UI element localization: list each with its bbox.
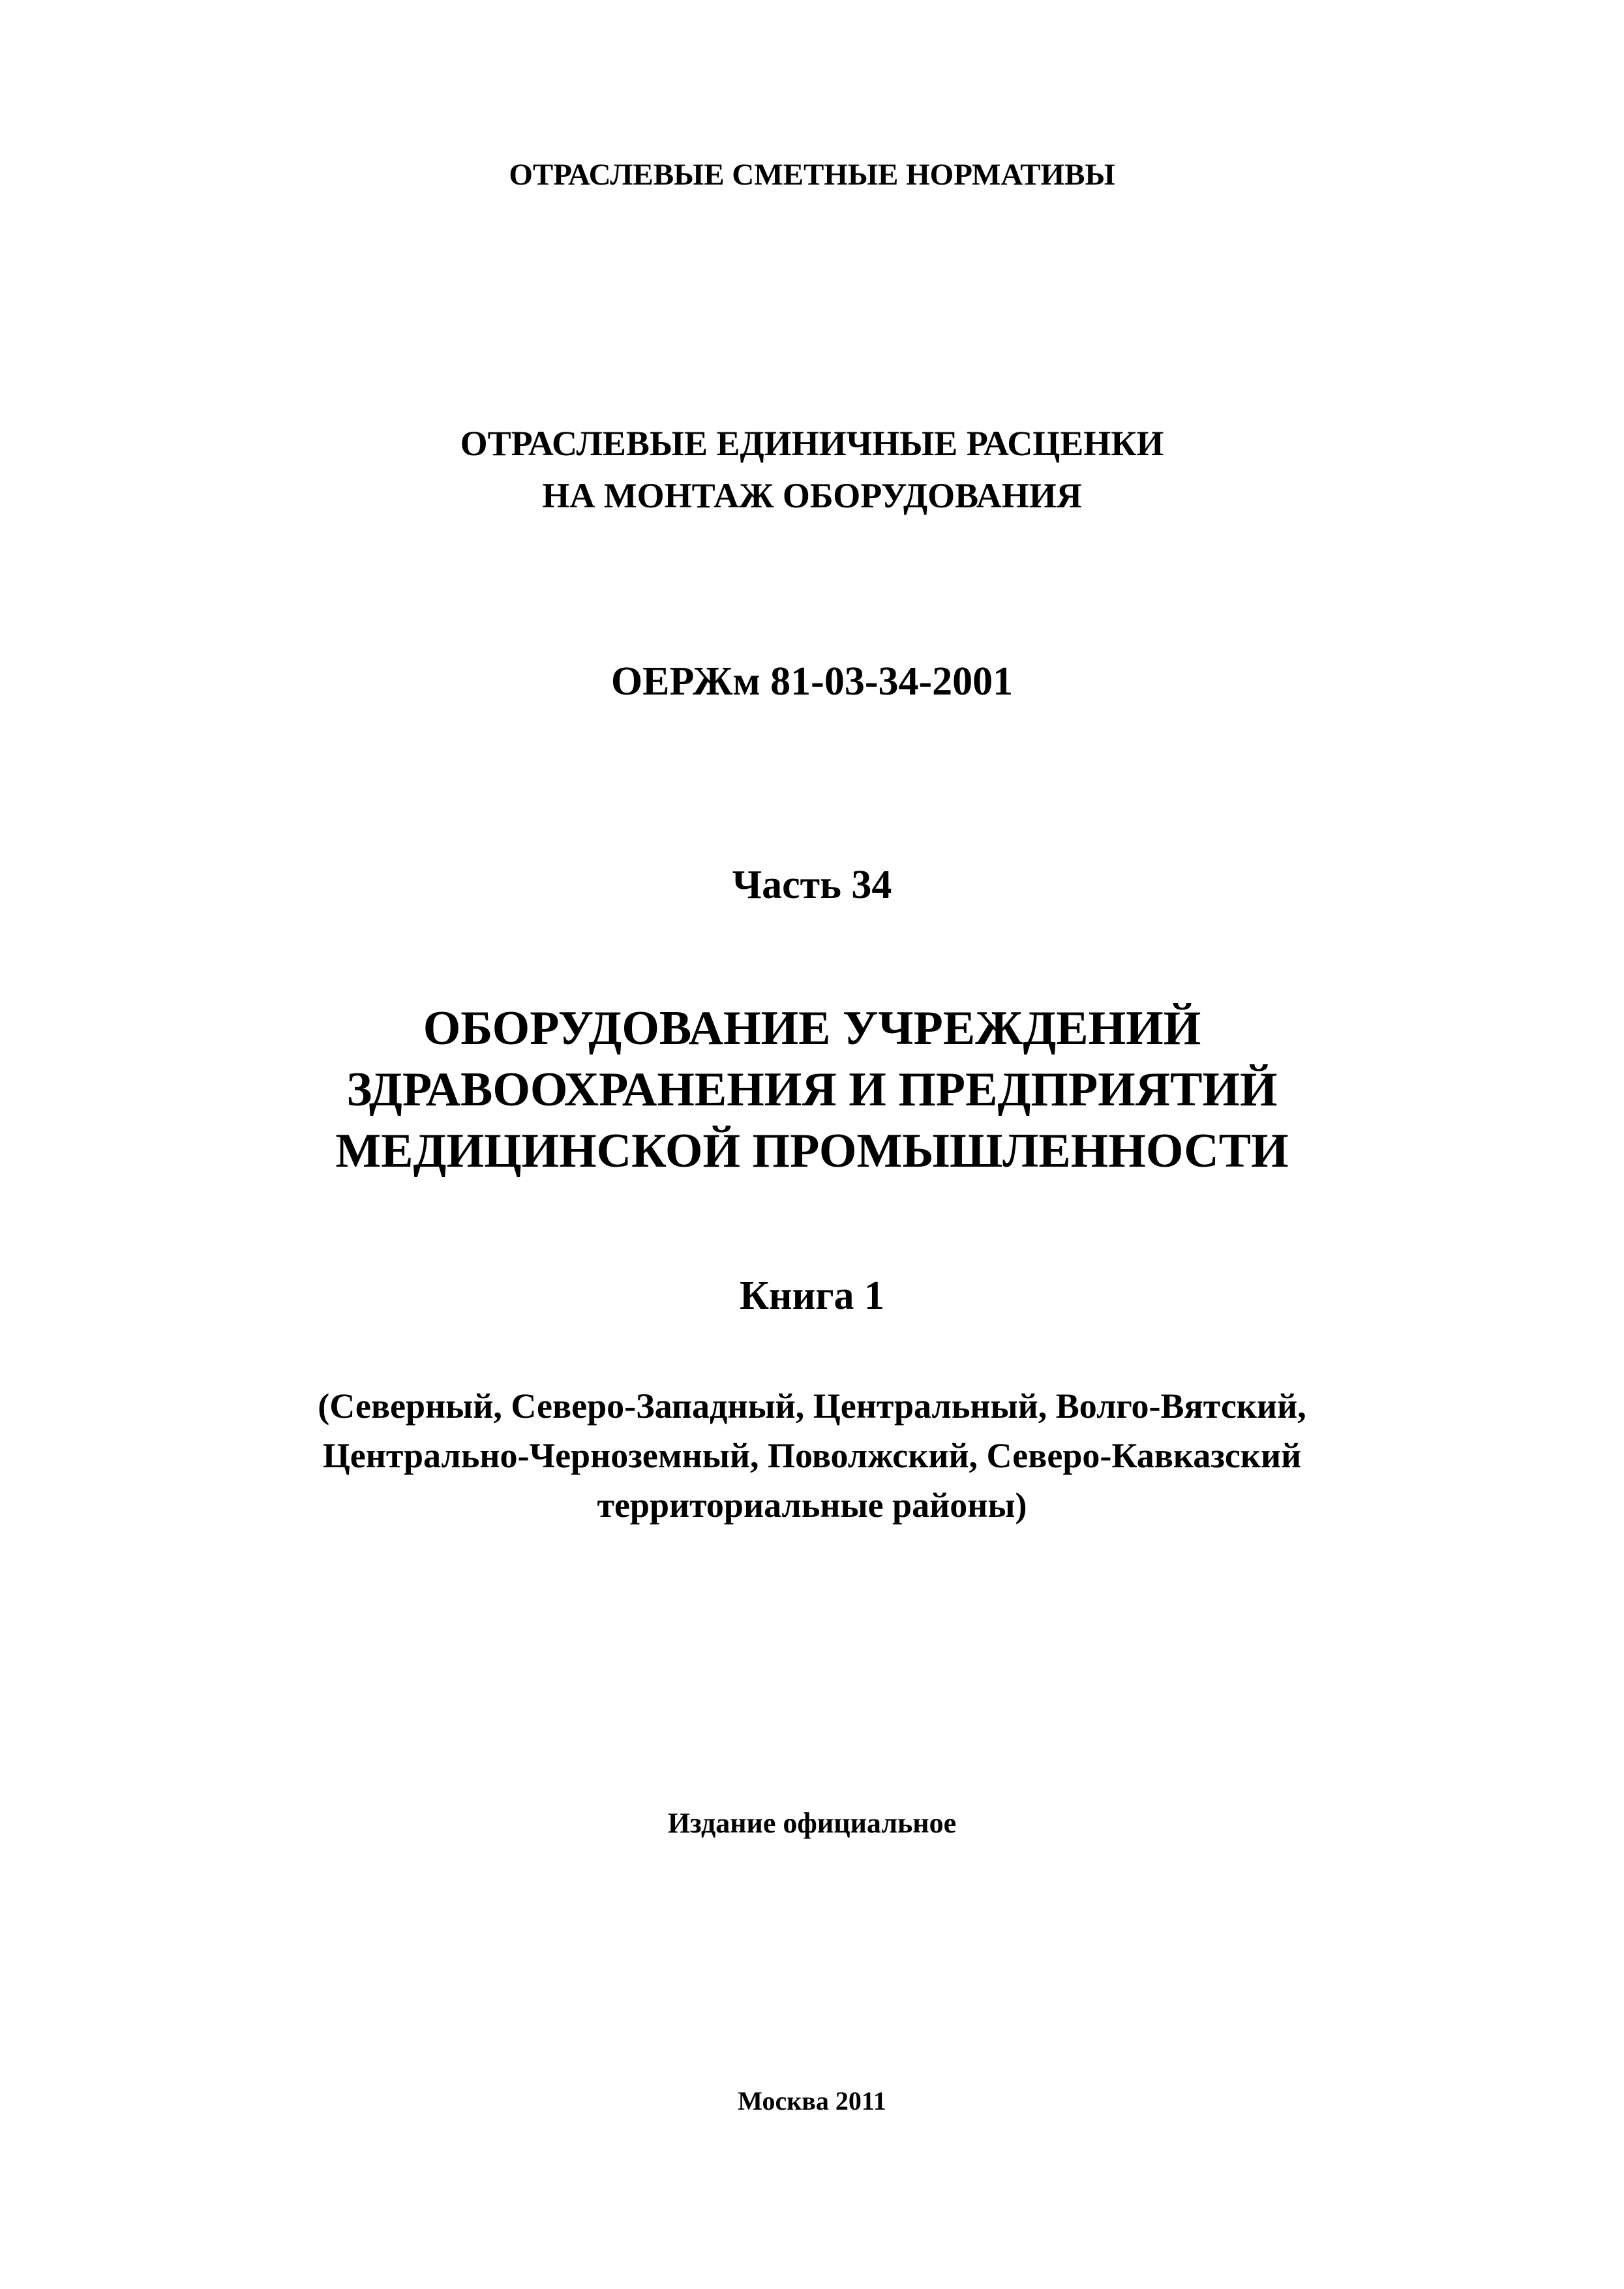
regions-line-2: Центрально-Черноземный, Поволжский, Северо-Кавказский: [322, 1436, 1302, 1475]
main-title: [0, 998, 1624, 1182]
collection-title-line-2: НА МОНТАЖ ОБОРУДОВАНИЯ: [542, 476, 1082, 515]
main-title-line-2: ЗДРАВООХРАНЕНИЯ И ПРЕДПРИЯТИЙ: [346, 1063, 1278, 1116]
edition-label: [0, 1806, 1624, 1841]
header-title-text: ОТРАСЛЕВЫЕ СМЕТНЫЕ НОРМАТИВЫ: [509, 158, 1115, 192]
main-title-line-3: МЕДИЦИНСКОЙ ПРОМЫШЛЕННОСТИ: [335, 1124, 1289, 1178]
regions-line-3: территориальные районы): [597, 1486, 1027, 1525]
document-code: [0, 657, 1624, 706]
regions-line-1: (Северный, Северо-Западный, Центральный, Волго-Вятский,: [318, 1386, 1306, 1426]
collection-title-line-1: ОТРАСЛЕВЫЕ ЕДИНИЧНЫЕ РАСЦЕНКИ: [460, 424, 1164, 463]
main-title-line-1: ОБОРУДОВАНИЕ УЧРЕЖДЕНИЙ: [423, 1002, 1201, 1055]
book-label-text: Книга 1: [739, 1274, 885, 1318]
part-label-text: Часть 34: [732, 863, 892, 907]
place-year: [0, 2086, 1624, 2117]
document-code-text: ОЕРЖм 81-03-34-2001: [610, 659, 1014, 704]
part-label: [0, 861, 1624, 909]
header-title: [0, 157, 1624, 193]
place-year-text: Москва 2011: [738, 2086, 886, 2116]
regions-list: [0, 1381, 1624, 1530]
book-label: [0, 1272, 1624, 1320]
collection-title: [0, 417, 1624, 522]
edition-label-text: Издание официальное: [667, 1807, 957, 1839]
